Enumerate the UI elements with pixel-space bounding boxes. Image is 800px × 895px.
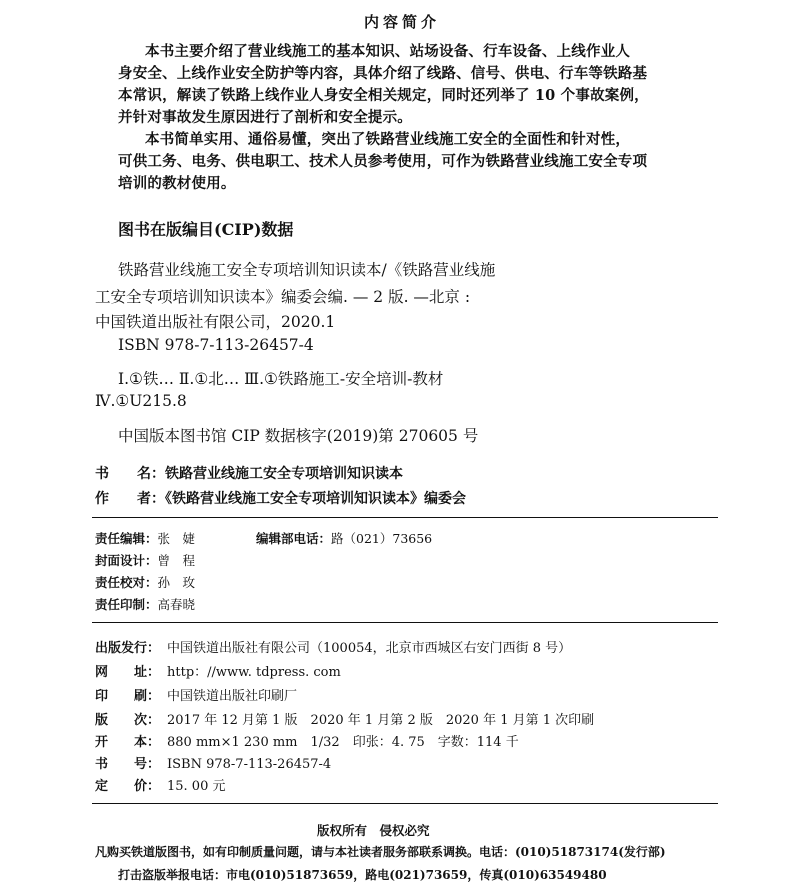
isbn-row	[95, 753, 331, 772]
price-label: 定 价：	[95, 779, 161, 794]
book-author-label: 作 者：	[95, 491, 165, 507]
proofreader-label: 责任校对：	[95, 575, 158, 590]
isbn-label: 书 号：	[95, 757, 161, 772]
book-author: 《铁路营业线施工安全专项培训知识读本》编委会	[165, 491, 466, 507]
publisher-row	[95, 637, 571, 656]
cip-line1: 铁路营业线施工安全专项培训知识读本/《铁路营业线施	[118, 261, 496, 279]
price-value: 15. 00 元	[167, 779, 226, 794]
cip-subject2: Ⅳ.①U215.8	[95, 392, 187, 410]
intro-p1-line4: 并针对事故发生原因进行了剖析和安全提示。	[118, 109, 412, 126]
editor-label: 责任编辑：	[95, 531, 158, 546]
edition-value: 2017 年 12 月第 1 版 2020 年 1 月第 2 版 2020 年 1 月第 1 次印刷	[167, 713, 595, 728]
print-manager-label: 责任印制：	[95, 597, 158, 612]
price-row	[95, 775, 225, 794]
edition-label: 版 次：	[95, 713, 161, 728]
cip-heading: 图书在版编目(CIP)数据	[118, 220, 294, 239]
printer-row	[95, 685, 297, 704]
print-manager-value: 高春晓	[157, 597, 196, 612]
book-name-row	[95, 463, 403, 483]
cover-design-value: 曾 程	[157, 553, 196, 568]
proofreader-row	[95, 573, 195, 591]
website-row	[95, 661, 341, 680]
cover-design-row	[95, 551, 195, 569]
cip-isbn: ISBN 978-7-113-26457-4	[118, 336, 314, 354]
intro-p1-line2: 身安全、上线作业安全防护等内容，具体介绍了线路、信号、供电、行车等铁路基	[118, 65, 648, 82]
printer-value: 中国铁道出版社印刷厂	[167, 689, 298, 704]
book-name-label: 书 名：	[95, 466, 165, 482]
divider-2	[92, 622, 718, 623]
exchange-notice: 凡购买铁道版图书，如有印制质量问题，请与本社读者服务部联系调换。电话：(010)51873174(发行部)	[95, 845, 666, 859]
editorial-phone-value: 路（021）73656	[331, 531, 433, 546]
print-manager-row	[95, 595, 195, 613]
intro-title: 内容简介	[364, 13, 441, 31]
rights-notice: 版权所有 侵权必究	[317, 823, 430, 838]
isbn-value: ISBN 978-7-113-26457-4	[167, 757, 332, 772]
intro-p1-line1: 本书主要介绍了营业线施工的基本知识、站场设备、行车设备、上线作业人	[145, 43, 631, 60]
intro-p1-line3: 本常识，解读了铁路上线作业人身安全相关规定，同时还列举了 10 个事故案例，	[118, 87, 649, 104]
divider-3	[92, 803, 718, 804]
intro-p2-line1: 本书简单实用、通俗易懂，突出了铁路营业线施工安全的全面性和针对性，	[145, 131, 631, 148]
cip-subject1: Ⅰ.①铁… Ⅱ.①北… Ⅲ.①铁路施工-安全培训-教材	[118, 370, 444, 388]
editor-value: 张 婕	[157, 531, 196, 546]
cip-line2: 工安全专项培训知识读本》编委会编. — 2 版. —北京 :	[95, 288, 471, 306]
editor-row	[95, 529, 195, 547]
cip-line3: 中国铁道出版社有限公司，2020.1	[95, 313, 336, 331]
format-row	[95, 731, 519, 750]
publisher-value: 中国铁道出版社有限公司（100054，北京市西城区右安门西街 8 号）	[167, 641, 572, 656]
intro-p2-line2: 可供工务、电务、供电职工、技术人员参考使用，可作为铁路营业线施工安全专项	[118, 153, 648, 170]
piracy-report: 打击盗版举报电话：市电(010)51873659，路电(021)73659，传真(010)63549480	[118, 868, 607, 882]
format-label: 开 本：	[95, 735, 161, 750]
cover-design-label: 封面设计：	[95, 553, 158, 568]
proofreader-value: 孙 玫	[157, 575, 196, 590]
website-label: 网 址：	[95, 665, 161, 680]
book-name: 铁路营业线施工安全专项培训知识读本	[165, 466, 403, 482]
website-value: http：//www. tdpress. com	[167, 665, 341, 680]
book-author-row	[95, 488, 466, 508]
edition-row	[95, 709, 594, 728]
editorial-phone-label: 编辑部电话：	[256, 531, 332, 546]
intro-p2-line3: 培训的教材使用。	[118, 175, 236, 192]
printer-label: 印 刷：	[95, 689, 161, 704]
editorial-phone-row	[256, 529, 432, 547]
format-value: 880 mm×1 230 mm 1/32 印张：4. 75 字数：114 千	[167, 735, 519, 750]
cip-number: 中国版本图书馆 CIP 数据核字(2019)第 270605 号	[118, 427, 479, 445]
publisher-label: 出版发行：	[95, 641, 161, 656]
divider-1	[92, 517, 718, 518]
